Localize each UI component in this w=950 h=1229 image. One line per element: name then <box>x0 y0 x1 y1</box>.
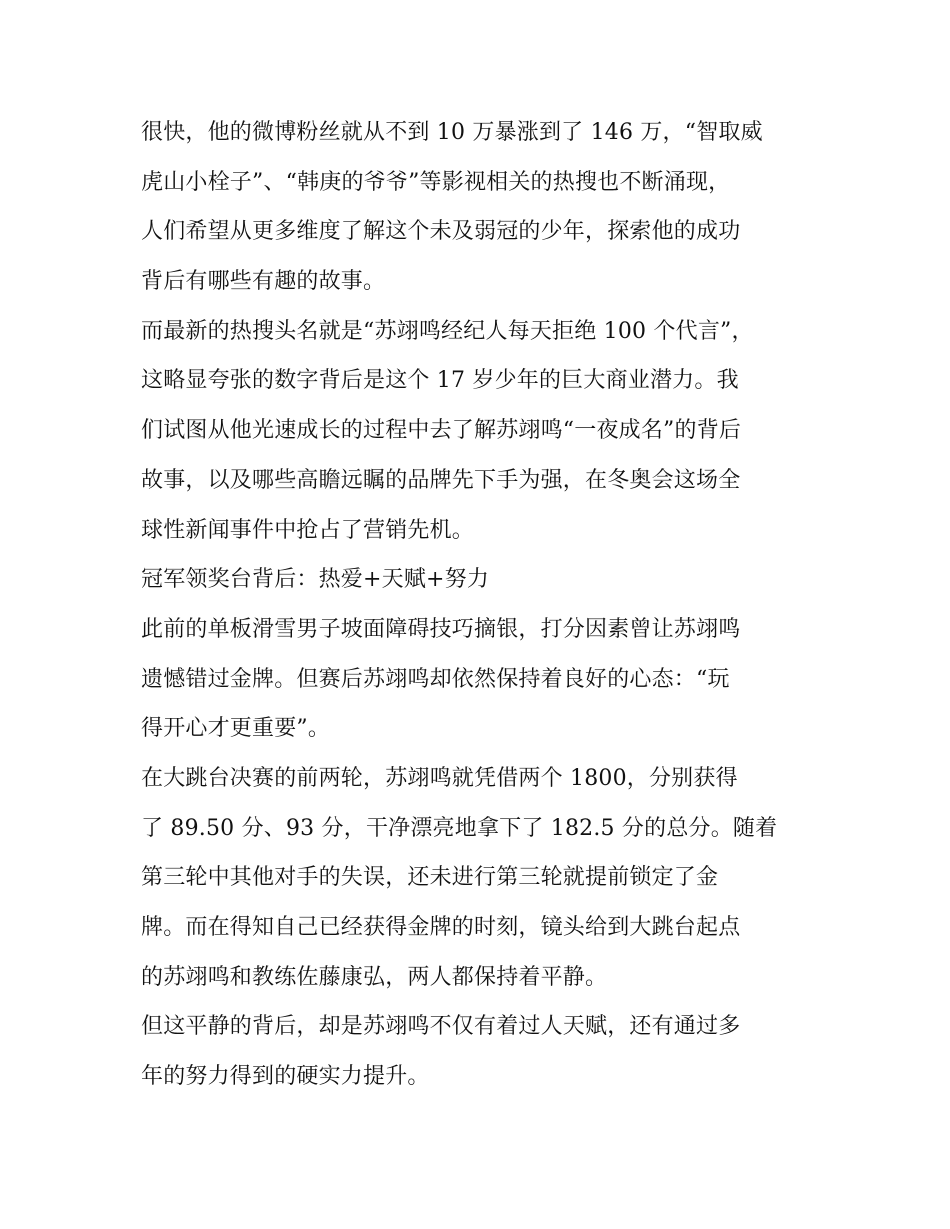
text-line-16: 第三轮中其他对手的失误，还未进行第三轮就提前锁定了金 <box>141 865 719 891</box>
text-line-3: 人们希望从更多维度了解这个未及弱冠的少年，探索他的成功 <box>141 219 741 245</box>
text-line-19: 但这平静的背后，却是苏翊鸣不仅有着过人天赋，还有通过多 <box>141 1014 741 1040</box>
text-line-7: 们试图从他光速成长的过程中去了解苏翊鸣“一夜成名”的背后 <box>141 418 742 444</box>
text-line-2: 虎山小栓子”、“韩庚的爷爷”等影视相关的热搜也不断涌现， <box>141 169 731 195</box>
text-line-17: 牌。而在得知自己已经获得金牌的时刻，镜头给到大跳台起点 <box>141 915 741 940</box>
text-line-9: 球性新闻事件中抢占了营销先机。 <box>141 517 475 543</box>
text-line-18: 的苏翊鸣和教练佐藤康弘，两人都保持着平静。 <box>141 964 608 990</box>
text-line-6: 这略显夸张的数字背后是这个 17 岁少年的巨大商业潜力。我 <box>141 368 739 394</box>
article-body <box>141 108 821 1102</box>
text-line-20: 年的努力得到的硬实力提升。 <box>141 1064 430 1090</box>
text-line-11: 此前的单板滑雪男子坡面障碍技巧摘银，打分因素曾让苏翊鸣 <box>141 616 741 642</box>
text-line-13: 得开心才更重要”。 <box>141 716 331 742</box>
text-line-5: 而最新的热搜头名就是“苏翊鸣经纪人每天拒绝 100 个代言”， <box>141 318 754 344</box>
text-line-15: 了 89.50 分、93 分，干净漂亮地拿下了 182.5 分的总分。随着 <box>141 815 778 841</box>
text-line-4: 背后有哪些有趣的故事。 <box>141 269 386 295</box>
section-heading: 冠军领奖台背后：热爱+天赋+努力 <box>141 567 490 593</box>
text-line-8: 故事，以及哪些高瞻远瞩的品牌先下手为强，在冬奥会这场全 <box>141 467 741 493</box>
text-line-12: 遗憾错过金牌。但赛后苏翊鸣却依然保持着良好的心态：“玩 <box>141 666 730 692</box>
text-line-14: 在大跳台决赛的前两轮，苏翊鸣就凭借两个 1800，分别获得 <box>141 765 738 791</box>
text-line-1: 很快，他的微博粉丝就从不到 10 万暴涨到了 146 万，“智取威 <box>141 120 763 145</box>
